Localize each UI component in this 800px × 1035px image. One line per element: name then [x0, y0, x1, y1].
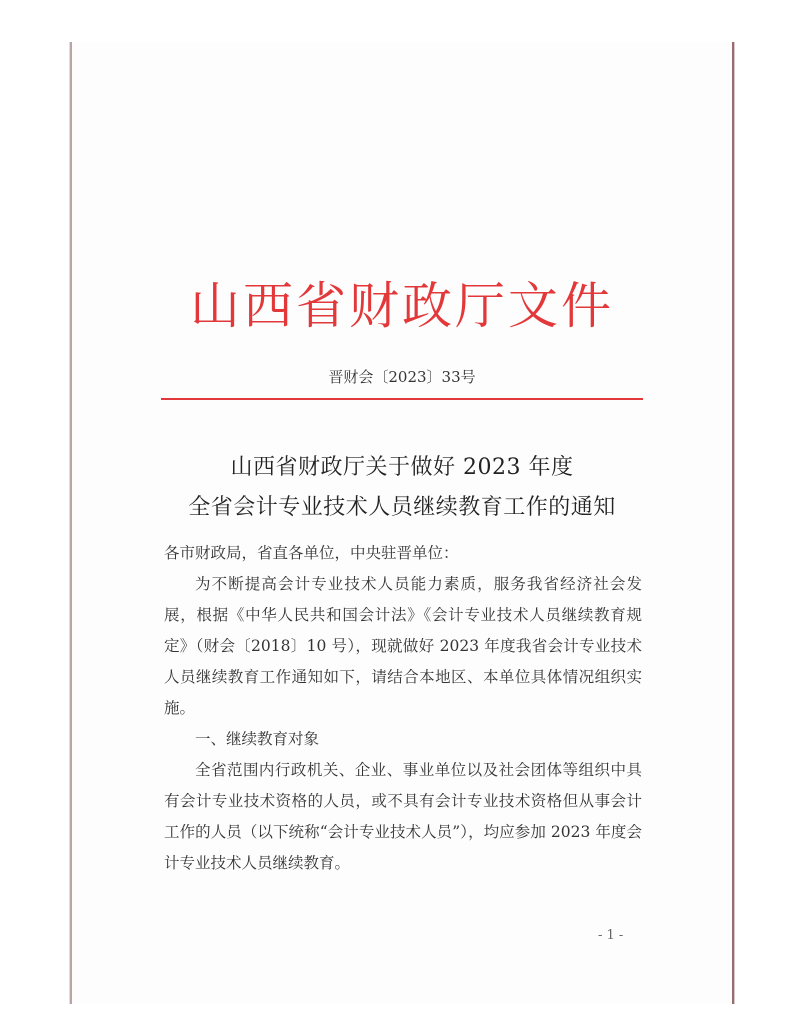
page-number: - 1 -	[598, 928, 624, 943]
notice-title-line-2: 全省会计专业技术人员继续教育工作的通知	[188, 495, 616, 520]
section-heading-1: 一、继续教育对象	[195, 730, 320, 748]
notice-title-line-1: 山西省财政厅关于做好 2023 年度	[230, 455, 574, 480]
red-divider-line	[161, 398, 643, 400]
document-number: 晋财会〔2023〕33号	[328, 368, 476, 386]
document-page	[70, 42, 734, 1004]
salutation: 各市财政局，省直各单位，中央驻晋单位：	[164, 544, 459, 562]
body-paragraph-2: 全省范围内行政机关、企业、事业单位以及社会团体等组织中具有会计专业技术资格的人员，或不具有会计专业技术资格但从事会计工作的人员（以下统称“会计专业技术人员”），均应参加 2023 年度会计专业技术人员继续教育。	[164, 761, 642, 872]
body-paragraph-1: 为不断提高会计专业技术人员能力素质，服务我省经济社会发展，根据《中华人民共和国会计法》《会计专业技术人员继续教育规定》（财会〔2018〕10 号），现就做好 2023 年度我省会计专业技术人员继续教育工作通知如下，请结合本地区、本单位具体情况组织实施。	[164, 575, 642, 717]
issuer-banner: 山西省财政厅文件	[190, 277, 614, 335]
